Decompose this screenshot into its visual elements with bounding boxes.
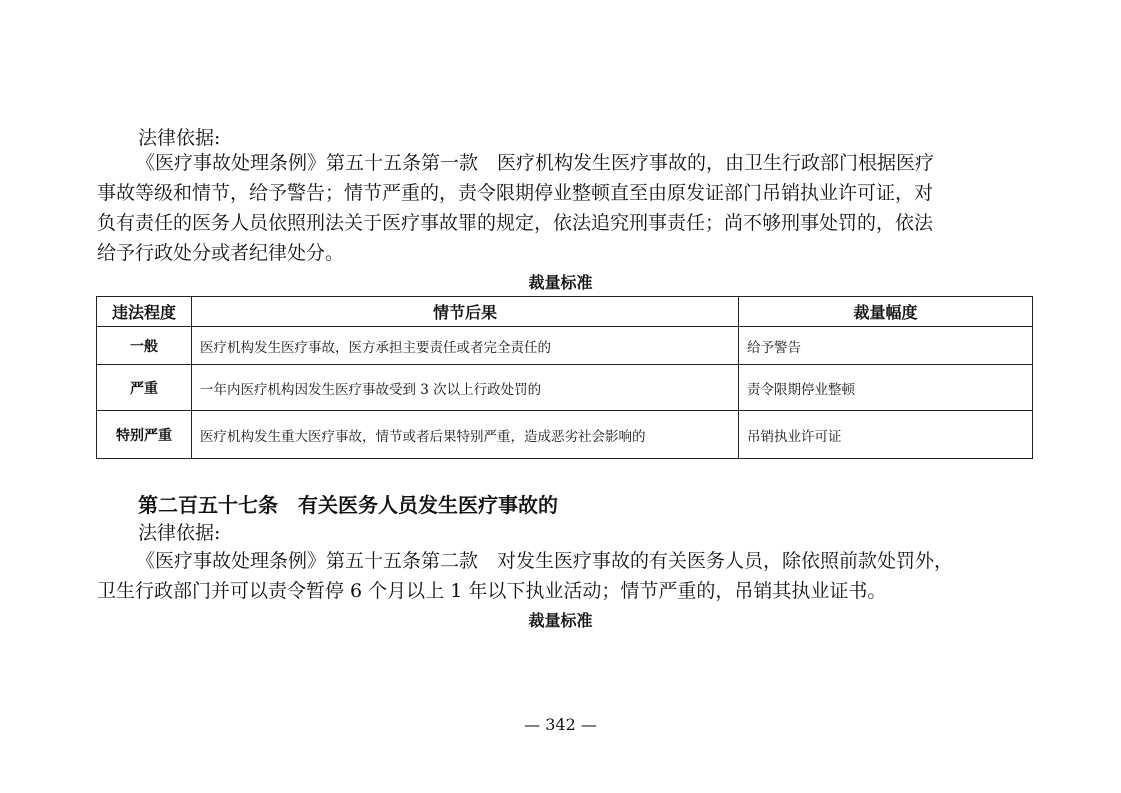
paragraph-line: 卫生行政部门并可以责令暂停 6 个月以上 1 年以下执业活动；情节严重的，吊销其执业证书。 bbox=[97, 580, 887, 602]
paragraph-line: 《医疗事故处理条例》第五十五条第二款 对发生医疗事故的有关医务人员，除依照前款处罚外， bbox=[135, 550, 953, 572]
legal-basis-paragraph bbox=[97, 546, 1027, 606]
discretion-standard-table bbox=[96, 296, 1032, 459]
paragraph-line: 《医疗事故处理条例》第五十五条第一款 医疗机构发生医疗事故的，由卫生行政部门根据医疗 bbox=[135, 152, 934, 174]
header-circumstance: 情节后果 bbox=[192, 297, 739, 327]
paragraph-line: 负有责任的医务人员依照刑法关于医疗事故罪的规定，依法追究刑事责任；尚不够刑事处罚的，依法 bbox=[97, 212, 934, 234]
legal-basis-label: 法律依据: bbox=[138, 522, 221, 544]
circumstance-cell: 一年内医疗机构因发生医疗事故受到 3 次以上行政处罚的 bbox=[192, 365, 739, 411]
paragraph-line: 给予行政处分或者纪律处分。 bbox=[97, 242, 345, 264]
table-row bbox=[97, 365, 1033, 411]
penalty-cell: 吊销执业许可证 bbox=[739, 411, 1033, 459]
header-violation-degree: 违法程度 bbox=[97, 297, 192, 327]
circumstance-cell: 医疗机构发生重大医疗事故，情节或者后果特别严重，造成恶劣社会影响的 bbox=[192, 411, 739, 459]
circumstance-cell: 医疗机构发生医疗事故，医方承担主要责任或者完全责任的 bbox=[192, 327, 739, 365]
violation-degree-cell: 特别严重 bbox=[97, 411, 192, 459]
page-number: — 342 — bbox=[524, 715, 597, 734]
penalty-cell: 责令限期停业整顿 bbox=[739, 365, 1033, 411]
table-caption: 裁量标准 bbox=[528, 611, 593, 630]
penalty-cell: 给予警告 bbox=[739, 327, 1033, 365]
violation-degree-cell: 一般 bbox=[97, 327, 192, 365]
header-penalty-range: 裁量幅度 bbox=[739, 297, 1033, 327]
violation-degree-cell: 严重 bbox=[97, 365, 192, 411]
table-row bbox=[97, 327, 1033, 365]
paragraph-line: 事故等级和情节，给予警告；情节严重的，责令限期停业整顿直至由原发证部门吊销执业许可证，对 bbox=[97, 182, 934, 204]
table-row bbox=[97, 411, 1033, 459]
legal-basis-paragraph bbox=[97, 148, 1027, 268]
section-title: 第二百五十七条 有关医务人员发生医疗事故的 bbox=[138, 493, 558, 517]
table-caption: 裁量标准 bbox=[528, 273, 593, 292]
legal-basis-label: 法律依据: bbox=[138, 127, 221, 149]
